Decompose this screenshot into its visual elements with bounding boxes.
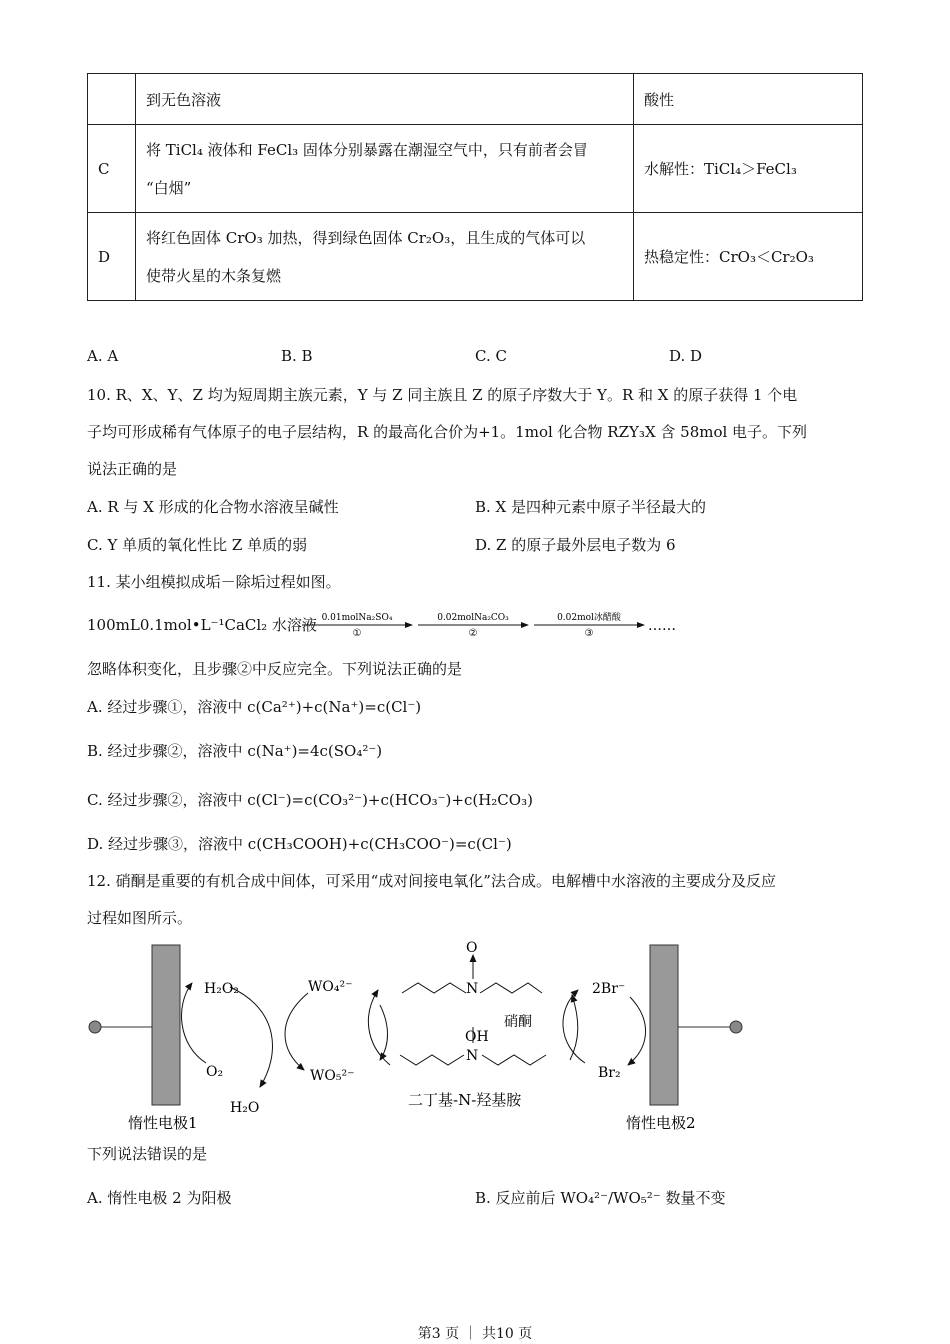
hydroxyl-group: OH xyxy=(465,1029,489,1045)
q10-option-a[interactable]: A. R 与 X 形成的化合物水溶液呈碱性 xyxy=(87,498,339,516)
q11-option-d[interactable]: D. 经过步骤③，溶液中 c(CH₃COOH)+c(CH₃COO⁻)=c(Cl⁻) xyxy=(87,835,512,853)
row-label: D xyxy=(88,213,136,301)
q11-option-a[interactable]: A. 经过步骤①，溶液中 c(Ca²⁺)+c(Na⁺)=c(Cl⁻) xyxy=(87,698,422,716)
q12-stem-line: 12. 硝酮是重要的有机合成中间体，可采用“成对间接电氧化”法合成。电解槽中水溶液的主要成分及反应 xyxy=(87,872,776,890)
q12-question: 下列说法错误的是 xyxy=(87,1145,208,1163)
q10-stem-line: 10. R、X、Y、Z 均为短周期主族元素，Y 与 Z 同主族且 Z 的原子序数大于 Y。R 和 X 的原子获得 1 个电 xyxy=(87,386,798,404)
oxygen-atom: O xyxy=(466,940,478,956)
q11-process-arrows xyxy=(300,606,700,638)
q12-option-a[interactable]: A. 惰性电极 2 为阳极 xyxy=(87,1189,232,1207)
experiment-line: 将红色固体 CrO₃ 加热，得到绿色固体 Cr₂O₃，且生成的气体可以 xyxy=(146,228,586,247)
step2-number: ② xyxy=(468,628,478,638)
experiment-line: “白烟” xyxy=(146,178,192,197)
amine-chain-left xyxy=(400,1055,464,1065)
step2-reagent: 0.02molNa₂CO₃ xyxy=(437,613,509,623)
amine-chain-right xyxy=(482,1055,546,1065)
table-row xyxy=(88,125,863,213)
q12-stem-line: 过程如图所示。 xyxy=(87,909,193,927)
electrode-2-label: 惰性电极2 xyxy=(626,1114,696,1132)
step3-reagent: 0.02mol冰醋酸 xyxy=(557,613,621,623)
q10-stem-line: 说法正确的是 xyxy=(87,460,178,478)
nitrone-chain-right xyxy=(480,983,542,993)
nitrone-cycle-arrow-left xyxy=(380,1005,388,1060)
experiment-cell: 到无色溶液 xyxy=(136,74,634,125)
q11-note: 忽略体积变化，且步骤②中反应完全。下列说法正确的是 xyxy=(87,660,463,678)
step1-number: ① xyxy=(352,628,362,638)
terminal-2 xyxy=(730,1021,742,1033)
ellipsis: …… xyxy=(648,618,676,634)
row-label: C xyxy=(88,125,136,213)
wo4-label: WO₄²⁻ xyxy=(308,979,353,995)
q11-stem: 11. 某小组模拟成垢－除垢过程如图。 xyxy=(87,573,341,591)
q9-option-a[interactable]: A. A xyxy=(87,347,119,365)
bromide-label: 2Br⁻ xyxy=(592,981,626,997)
nitrogen-atom: N xyxy=(466,1048,479,1064)
o2-to-h2o2-arrow xyxy=(182,983,206,1063)
step1-reagent: 0.01molNa₂SO₄ xyxy=(321,613,393,623)
table-row xyxy=(88,74,863,125)
q10-option-c[interactable]: C. Y 单质的氧化性比 Z 单质的弱 xyxy=(87,536,308,554)
terminal-1 xyxy=(89,1021,101,1033)
bromine-label: Br₂ xyxy=(598,1065,621,1081)
q10-option-b[interactable]: B. X 是四种元素中原子半径最大的 xyxy=(475,498,707,516)
h2o2-to-h2o-arrow xyxy=(230,987,272,1087)
electrode-1 xyxy=(152,945,180,1105)
electrode-1-label: 惰性电极1 xyxy=(128,1114,198,1132)
experiment-line: 使带火星的木条复燃 xyxy=(146,266,282,285)
conclusion-cell: 热稳定性：CrO₃＜Cr₂O₃ xyxy=(634,213,863,301)
q11-option-c[interactable]: C. 经过步骤②，溶液中 c(Cl⁻)=c(CO₃²⁻)+c(HCO₃⁻)+c(H₂CO₃) xyxy=(87,791,533,809)
h2o2-label: H₂O₂ xyxy=(204,981,239,997)
electrode-2 xyxy=(650,945,678,1105)
q9-option-d[interactable]: D. D xyxy=(669,347,703,365)
nitrogen-atom: N xyxy=(466,981,479,997)
row-label xyxy=(88,74,136,125)
nitrone-label: 硝酮 xyxy=(504,1014,532,1030)
q11-option-b[interactable]: B. 经过步骤②，溶液中 c(Na⁺)=4c(SO₄²⁻) xyxy=(87,742,383,760)
wo4-to-wo5-arrow xyxy=(285,993,308,1070)
electrolysis-diagram xyxy=(80,935,760,1135)
q11-start-solution: 100mL0.1mol•L⁻¹CaCl₂ 水溶液 xyxy=(87,616,317,634)
experiment-cell xyxy=(136,125,634,213)
options-table xyxy=(87,73,863,301)
table-row xyxy=(88,213,863,301)
amine-label: 二丁基-N-羟基胺 xyxy=(408,1091,522,1109)
page-footer: 第3 页 ｜ 共10 页 xyxy=(417,1326,533,1342)
wo5-label: WO₅²⁻ xyxy=(310,1068,355,1084)
nitrone-chain-left xyxy=(402,983,466,993)
q9-option-c[interactable]: C. C xyxy=(475,347,507,365)
experiment-line: 将 TiCl₄ 液体和 FeCl₃ 固体分别暴露在潮湿空气中，只有前者会冒 xyxy=(146,140,588,159)
o2-label: O₂ xyxy=(206,1064,224,1080)
q9-option-b[interactable]: B. B xyxy=(281,347,313,365)
conclusion-cell: 酸性 xyxy=(634,74,863,125)
q12-option-b[interactable]: B. 反应前后 WO₄²⁻/WO₅²⁻ 数量不变 xyxy=(475,1189,726,1207)
conclusion-cell: 水解性：TiCl₄＞FeCl₃ xyxy=(634,125,863,213)
experiment-cell xyxy=(136,213,634,301)
br-to-br2-arrow xyxy=(628,997,646,1065)
step3-number: ③ xyxy=(584,628,594,638)
q10-stem-line: 子均可形成稀有气体原子的电子层结构，R 的最高化合价为+1。1mol 化合物 RZY₃X 含 58mol 电子。下列 xyxy=(87,423,808,441)
h2o-label: H₂O xyxy=(230,1100,260,1116)
q10-option-d[interactable]: D. Z 的原子最外层电子数为 6 xyxy=(475,536,676,554)
